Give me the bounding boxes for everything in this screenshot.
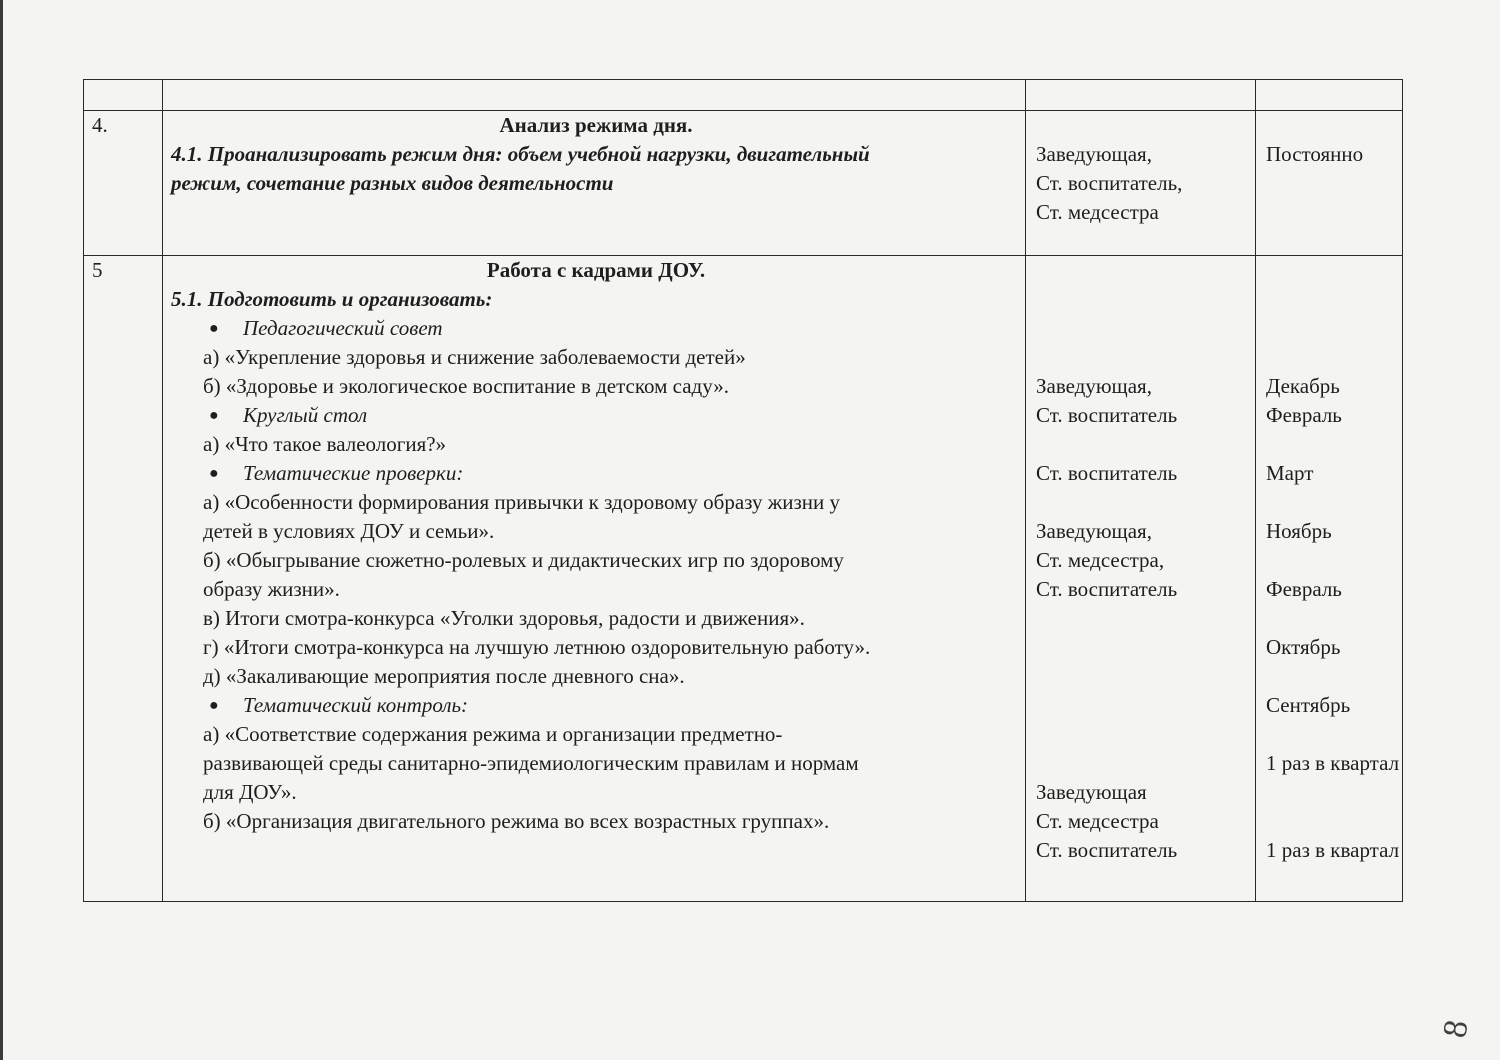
page-number: 8 [1436,1017,1476,1041]
scan-edge [0,0,3,1060]
list-item: г) «Итоги смотра-конкурса на лучшую летнюю оздоровительную работу». [203,635,871,659]
responsible-line: Заведующая, [1036,519,1152,543]
plan-table [83,79,1403,902]
list-item: б) «Обыгрывание сюжетно-ролевых и дидактических игр по здоровому [203,548,844,572]
subsection-title: 5.1. Подготовить и организовать: [171,287,493,311]
row-content [163,256,1026,902]
subsection-title-line: режим, сочетание разных видов деятельности [171,171,614,195]
section-title: Анализ режима дня. [499,113,693,137]
timing-line: Декабрь [1266,374,1340,398]
empty-cell [84,80,163,111]
bullet-item: ● Тематические проверки: [171,459,1021,488]
responsible-line: Заведующая, [1036,142,1152,166]
list-item: б) «Здоровье и экологическое воспитание в детском саду». [203,374,730,398]
bullet-label: Педагогический совет [243,316,443,340]
timing-line: 1 раз в квартал [1266,838,1400,862]
list-item: а) «Соответствие содержания режима и организации предметно- [203,722,783,746]
row-number: 5 [84,256,163,902]
section-title: Работа с кадрами ДОУ. [486,258,706,282]
bullet-label: Круглый стол [243,403,368,427]
empty-cell [1256,80,1403,111]
timing-line: Ноябрь [1266,519,1332,543]
list-item: а) «Укрепление здоровья и снижение заболеваемости детей» [203,345,746,369]
list-item: а) «Особенности формирования привычки к здоровому образу жизни у [203,490,841,514]
list-item: развивающей среды санитарно-эпидемиологическим правилам и нормам [203,751,859,775]
row-content [163,111,1026,256]
bullet-label: Тематический контроль: [243,693,469,717]
list-item: б) «Организация двигательного режима во всех возрастных группах». [203,809,830,833]
bullet-item: ● Круглый стол [171,401,1021,430]
plan-table-wrapper [83,79,1403,902]
table-header-row [84,80,1403,111]
responsible-line: Ст. медсестра [1036,809,1159,833]
list-item: образу жизни». [203,577,340,601]
responsible-line: Ст. воспитатель [1036,403,1178,427]
timing-line: Октябрь [1266,635,1341,659]
subsection-title-line: 4.1. Проанализировать режим дня: объем учебной нагрузки, двигательный [171,142,870,166]
timing-line: Сентябрь [1266,693,1351,717]
responsible-line: Ст. воспитатель, [1036,171,1183,195]
empty-cell [1026,80,1256,111]
list-item: д) «Закаливающие мероприятия после дневного сна». [203,664,685,688]
list-item: а) «Что такое валеология?» [203,432,447,456]
timing-cell [1256,111,1403,256]
bullet-label: Тематические проверки: [243,461,464,485]
responsible-line: Ст. медсестра [1036,200,1159,224]
bullet-item: ● Тематический контроль: [171,691,1021,720]
responsible-line: Ст. медсестра, [1036,548,1165,572]
table-row [84,111,1403,256]
timing-line: Февраль [1266,577,1342,601]
responsible-cell [1026,256,1256,902]
responsible-line: Ст. воспитатель [1036,461,1178,485]
timing-line: Февраль [1266,403,1342,427]
timing-line: 1 раз в квартал [1266,751,1400,775]
timing-line: Март [1266,461,1314,485]
responsible-line: Ст. воспитатель [1036,577,1178,601]
bullet-item: ● Педагогический совет [171,314,1021,343]
list-item: в) Итоги смотра-конкурса «Уголки здоровья, радости и движения». [203,606,805,630]
list-item: детей в условиях ДОУ и семьи». [203,519,495,543]
row-number: 4. [84,111,163,256]
table-row [84,256,1403,902]
responsible-cell [1026,111,1256,256]
responsible-line: Заведующая [1036,780,1147,804]
timing-cell [1256,256,1403,902]
responsible-line: Ст. воспитатель [1036,838,1178,862]
list-item: для ДОУ». [203,780,297,804]
timing-line: Постоянно [1266,142,1364,166]
responsible-line: Заведующая, [1036,374,1152,398]
empty-cell [163,80,1026,111]
